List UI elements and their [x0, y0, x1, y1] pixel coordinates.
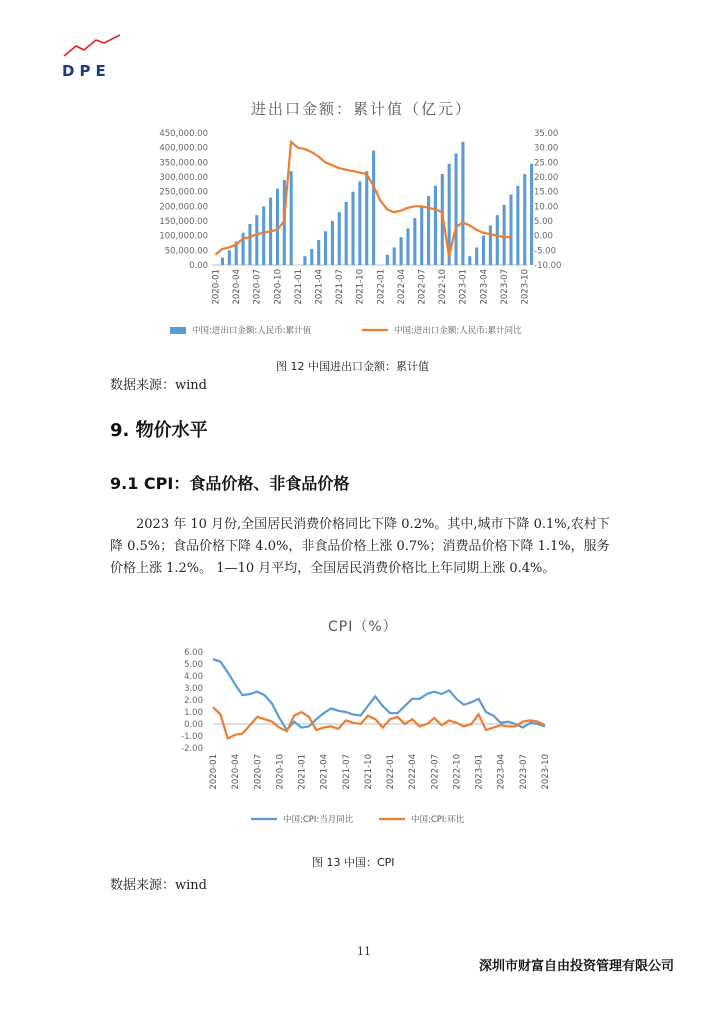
y-left-tick-label: 0.00 — [189, 261, 208, 271]
bar — [503, 205, 506, 265]
x-tick-label: 2023-10 — [541, 754, 551, 790]
legend-line-label: 中国:进出口金额:人民币:累计同比 — [394, 326, 522, 336]
y-left-tick-label: 450,000.00 — [159, 129, 208, 139]
figure13-caption: 图 13 中国：CPI — [312, 856, 395, 869]
y-tick-label: 2.00 — [184, 696, 203, 706]
bar — [303, 256, 306, 265]
bar — [351, 192, 354, 265]
cpi-paragraph: 2023 年 10 月份,全国居民消费价格同比下降 0.2%。其中,城市下降 0.1%,农村下降 0.5%；食品价格下降 4.0%，非食品价格上涨 0.7%；消费品价格下降 1.1%，服务价格上涨 1.2%。 1—10 月平均，全国居民消费价格比上年同期上涨 0.4%。 — [110, 517, 610, 576]
x-tick-label: 2020-07 — [252, 269, 263, 305]
x-tick-label: 2022-04 — [396, 269, 407, 305]
bar — [475, 247, 478, 265]
bar — [482, 236, 485, 265]
bar — [413, 218, 416, 265]
bar — [324, 231, 327, 265]
y-left-tick-label: 150,000.00 — [159, 217, 208, 227]
x-tick-label: 2022-04 — [408, 754, 419, 790]
bar — [345, 202, 348, 265]
bar — [228, 250, 231, 265]
subsection-title: 9.1 CPI：食品价格、非食品价格 — [110, 474, 350, 493]
bar — [434, 186, 437, 265]
y-left-tick-label: 300,000.00 — [159, 173, 208, 183]
series-line-yoy — [215, 142, 510, 256]
chart2-cpi — [165, 640, 565, 830]
y-left-tick-label: 250,000.00 — [159, 187, 208, 198]
bar — [262, 206, 265, 265]
bar — [317, 240, 320, 265]
bar — [221, 258, 224, 265]
x-tick-label: 2023-01 — [474, 754, 485, 790]
series-line-mom — [213, 707, 545, 738]
x-tick-label: 2021-04 — [319, 754, 330, 790]
legend-bar-swatch — [170, 327, 186, 334]
x-tick-label: 2021-10 — [355, 269, 366, 305]
legend-bar-label: 中国:进出口金额:人民币:累计值 — [192, 326, 312, 336]
y-left-tick-label: 100,000.00 — [159, 231, 208, 242]
y-tick-label: 1.00 — [184, 708, 203, 718]
bar — [386, 255, 389, 265]
x-tick-label: 2021-07 — [341, 754, 352, 790]
bar — [338, 212, 341, 265]
bar — [255, 215, 258, 265]
legend-mom-label: 中国:CPI:环比 — [411, 815, 465, 825]
x-tick-label: 2021-04 — [314, 269, 325, 305]
y-tick-label: -1.00 — [181, 732, 203, 742]
x-tick-label: 2023-07 — [499, 269, 510, 305]
legend-yoy-label: 中国:CPI:当月同比 — [283, 815, 354, 825]
x-tick-label: 2020-01 — [211, 269, 222, 305]
bar — [461, 142, 464, 265]
y-right-tick-label: -5.00 — [534, 246, 556, 257]
bar — [248, 224, 251, 265]
page-number: 11 — [357, 945, 371, 958]
y-tick-label: -2.00 — [181, 744, 203, 754]
bar — [427, 196, 430, 265]
y-left-tick-label: 200,000.00 — [159, 202, 208, 213]
bar — [523, 174, 526, 265]
bar — [365, 171, 368, 265]
company-logo — [62, 34, 122, 82]
logo-text: DPE — [62, 62, 111, 80]
bar — [372, 151, 375, 265]
x-tick-label: 2021-01 — [293, 269, 304, 305]
y-tick-label: 3.00 — [184, 684, 203, 694]
y-left-tick-label: 350,000.00 — [159, 158, 208, 169]
x-tick-label: 2023-01 — [458, 269, 469, 305]
bar — [468, 256, 471, 265]
x-tick-label: 2021-07 — [335, 269, 346, 305]
chart1-title: 进出口金额：累计值（亿元） — [251, 100, 473, 118]
chart1-import-export — [140, 125, 580, 345]
x-tick-label: 2020-07 — [253, 754, 264, 790]
y-right-tick-label: 0.00 — [534, 231, 553, 242]
y-right-tick-label: -10.00 — [534, 261, 562, 271]
bar — [358, 181, 361, 265]
x-tick-label: 2022-10 — [452, 754, 463, 790]
y-right-tick-label: 30.00 — [534, 143, 559, 154]
figure12-source: 数据来源：wind — [110, 378, 207, 393]
y-tick-label: 5.00 — [184, 660, 203, 670]
bar — [489, 225, 492, 265]
y-tick-label: 4.00 — [184, 672, 203, 682]
x-tick-label: 2021-10 — [363, 754, 374, 790]
x-tick-label: 2023-04 — [496, 754, 507, 790]
y-left-tick-label: 50,000.00 — [164, 246, 208, 257]
x-tick-label: 2022-10 — [438, 269, 449, 305]
x-tick-label: 2022-01 — [386, 754, 397, 790]
bar — [420, 206, 423, 265]
x-tick-label: 2020-01 — [209, 754, 219, 790]
y-tick-label: 6.00 — [184, 648, 203, 658]
x-tick-label: 2020-04 — [232, 269, 243, 305]
x-tick-label: 2022-07 — [417, 269, 428, 305]
y-right-tick-label: 35.00 — [534, 129, 559, 139]
bar — [516, 186, 519, 265]
chart2-title: CPI（%） — [328, 619, 398, 635]
y-right-tick-label: 5.00 — [534, 217, 553, 227]
y-right-tick-label: 15.00 — [534, 187, 559, 198]
bar — [310, 249, 313, 265]
logo-swoosh-icon — [62, 34, 122, 60]
x-tick-label: 2020-10 — [273, 269, 284, 305]
bar — [400, 237, 403, 265]
x-tick-label: 2020-10 — [275, 754, 286, 790]
x-tick-label: 2023-10 — [520, 269, 531, 305]
x-tick-label: 2022-07 — [430, 754, 441, 790]
x-tick-label: 2023-04 — [479, 269, 490, 305]
bar — [406, 228, 409, 265]
bar — [496, 215, 499, 265]
figure13-source: 数据来源：wind — [110, 878, 207, 893]
y-right-tick-label: 20.00 — [534, 173, 559, 183]
y-left-tick-label: 400,000.00 — [159, 143, 208, 154]
bar — [290, 171, 293, 265]
x-tick-label: 2021-01 — [297, 754, 308, 790]
section-title: 9. 物价水平 — [110, 420, 208, 441]
y-tick-label: 0.00 — [184, 720, 203, 730]
footer-company-name: 深圳市财富自由投资管理有限公司 — [479, 959, 675, 974]
bar — [331, 221, 334, 265]
y-right-tick-label: 10.00 — [534, 202, 559, 213]
x-tick-label: 2023-07 — [518, 754, 529, 790]
bar — [509, 195, 512, 265]
x-tick-label: 2020-04 — [231, 754, 242, 790]
bar — [454, 154, 457, 265]
bar — [530, 164, 533, 265]
bar — [393, 247, 396, 265]
y-right-tick-label: 25.00 — [534, 158, 559, 169]
figure12-caption: 图 12 中国进出口金额：累计值 — [276, 360, 429, 373]
x-tick-label: 2022-01 — [376, 269, 387, 305]
